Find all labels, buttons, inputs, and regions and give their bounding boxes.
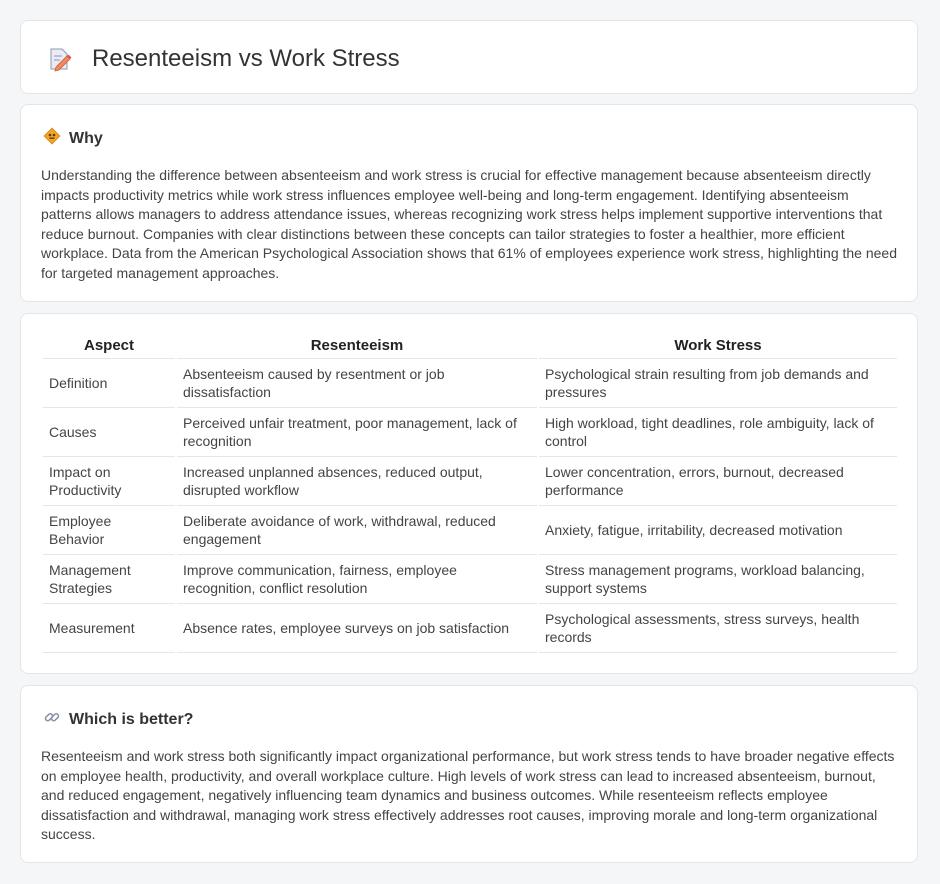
row-work-stress: High workload, tight deadlines, role ambiguity, lack of control [539,408,897,457]
comparison-card [20,313,918,674]
table-row [43,457,897,506]
row-work-stress: Stress management programs, workload balancing, support systems [539,555,897,604]
table-row [43,359,897,408]
comparison-table [41,333,899,653]
diamond-sign-icon [43,127,61,150]
better-heading [43,708,193,731]
row-resenteeism: Improve communication, fairness, employee recognition, conflict resolution [177,555,537,604]
row-resenteeism: Increased unplanned absences, reduced output, disrupted workflow [177,457,537,506]
row-aspect: Definition [43,359,175,408]
row-work-stress: Psychological strain resulting from job demands and pressures [539,359,897,408]
row-work-stress: Lower concentration, errors, burnout, decreased performance [539,457,897,506]
table-header-row [43,333,897,359]
row-aspect: Impact on Productivity [43,457,175,506]
row-resenteeism: Deliberate avoidance of work, withdrawal, reduced engagement [177,506,537,555]
link-icon [43,708,61,731]
row-aspect: Employee Behavior [43,506,175,555]
row-work-stress: Psychological assessments, stress surveys, health records [539,604,897,653]
row-aspect: Management Strategies [43,555,175,604]
why-section [20,104,918,302]
row-resenteeism: Perceived unfair treatment, poor management, lack of recognition [177,408,537,457]
better-body: Resenteeism and work stress both significantly impact organizational performance, but work stress tends to have broader negative effects on employee health, productivity, and overall workplace culture. High levels of work stress can lead to increased absenteeism, burnout, and reduced engagement, negatively influencing team dynamics and business outcomes. While resenteeism reflects employee dissatisfaction and withdrawal, managing work stress effectively addresses root causes, improving morale and long-term organizational success. [41,748,895,842]
why-body: Understanding the difference between absenteeism and work stress is crucial for effective management because absenteeism directly impacts productivity metrics while work stress influences employee well-being and long-term engagement. Identifying absenteeism patterns allows managers to address attendance issues, whereas recognizing work stress helps implement supportive interventions that reduce burnout. Companies with clear distinctions between these concepts can tailor strategies to foster a healthier, more efficient workplace. Data from the American Psychological Association shows that 61% of employees experience work stress, highlighting the need for targeted management approaches. [41,167,898,281]
which-is-better-section [20,685,918,863]
page-title: Resenteeism vs Work Stress [92,45,400,72]
better-heading-label: Which is better? [69,710,194,728]
title-card [20,20,918,94]
table-row [43,604,897,653]
header-resenteeism: Resenteeism [177,333,537,359]
header-work-stress: Work Stress [539,333,897,359]
row-work-stress: Anxiety, fatigue, irritability, decreased motivation [539,506,897,555]
why-heading-label: Why [69,129,103,147]
row-aspect: Causes [43,408,175,457]
row-resenteeism: Absence rates, employee surveys on job satisfaction [177,604,537,653]
memo-pencil-icon [46,46,72,72]
row-resenteeism: Absenteeism caused by resentment or job dissatisfaction [177,359,537,408]
why-heading [43,127,103,150]
header-aspect: Aspect [43,333,175,359]
row-aspect: Measurement [43,604,175,653]
table-row [43,408,897,457]
table-row [43,555,897,604]
table-row [43,506,897,555]
